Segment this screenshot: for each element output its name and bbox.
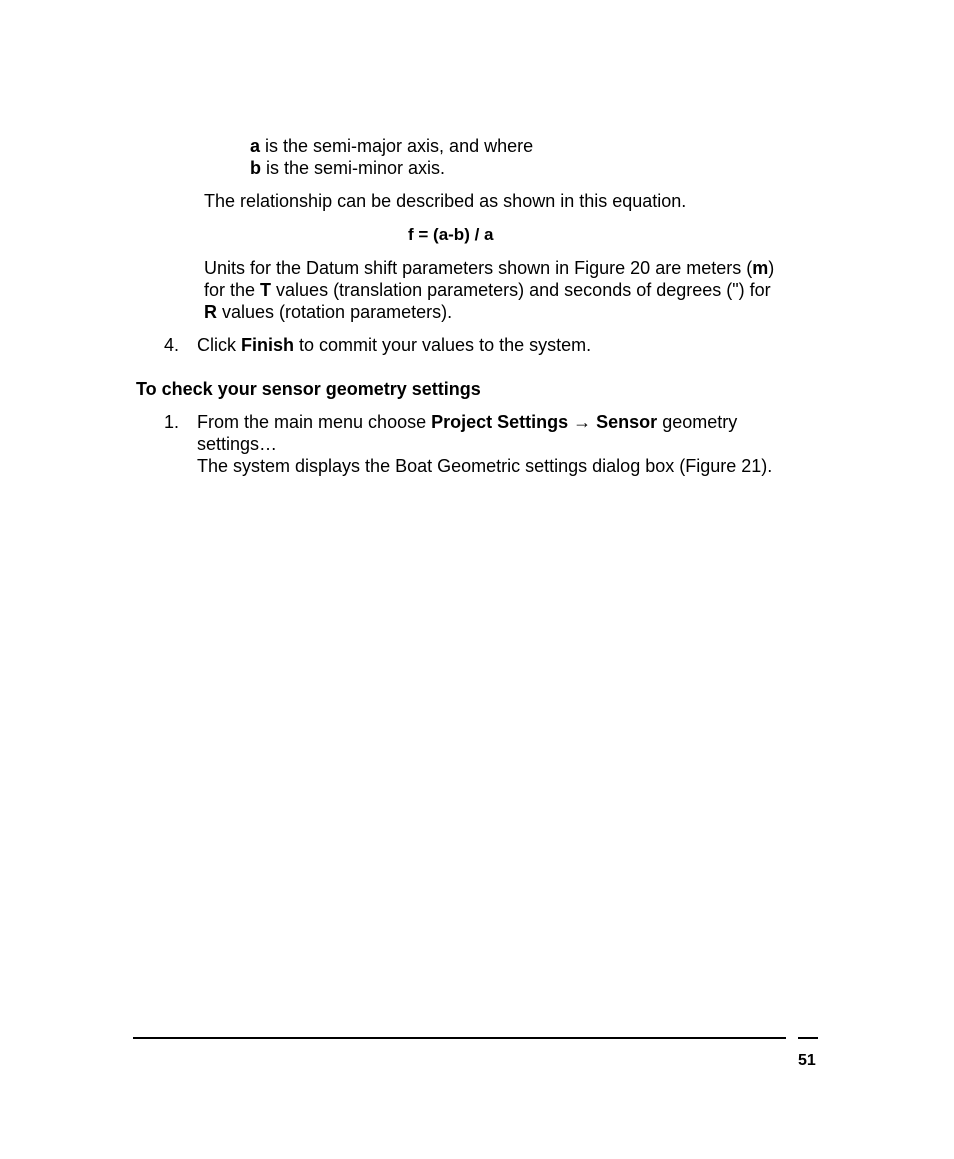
finish-label: Finish: [241, 335, 294, 355]
definition-a-text: is the semi-major axis, and where: [260, 136, 534, 156]
footer-rule: [133, 1037, 786, 1039]
term-b: b: [250, 158, 261, 178]
step-1-line-1: From the main menu choose Project Settings → Sensor geometry: [197, 412, 738, 432]
step-1-line-3: The system displays the Boat Geometric settings dialog box (Figure 21).: [197, 456, 773, 476]
menu-sensor: Sensor: [596, 412, 658, 432]
step-1-number: 1.: [164, 412, 180, 432]
menu-project-settings: Project Settings: [431, 412, 569, 432]
step-4-number: 4.: [164, 335, 180, 355]
units-line-3: R values (rotation parameters).: [204, 302, 453, 322]
definition-b: [250, 158, 445, 179]
definition-b-text: is the semi-minor axis.: [261, 158, 446, 178]
arrow-icon: →: [568, 412, 597, 432]
step-1-line-2: settings…: [197, 434, 278, 454]
relationship-text: The relationship can be described as shown in this equation.: [204, 191, 687, 211]
equation: f = (a-b) / a: [408, 225, 494, 244]
section-heading: To check your sensor geometry settings: [136, 379, 481, 399]
units-line-1: Units for the Datum shift parameters shown in Figure 20 are meters (m): [204, 258, 775, 278]
definition-a: [250, 136, 533, 157]
page-number: 51: [798, 1052, 816, 1069]
step-4-text: Click Finish to commit your values to the system.: [197, 335, 592, 355]
term-a: a: [250, 136, 261, 156]
footer-page-rule: [798, 1037, 818, 1039]
units-line-2: for the T values (translation parameters) and seconds of degrees (") for: [204, 280, 771, 300]
